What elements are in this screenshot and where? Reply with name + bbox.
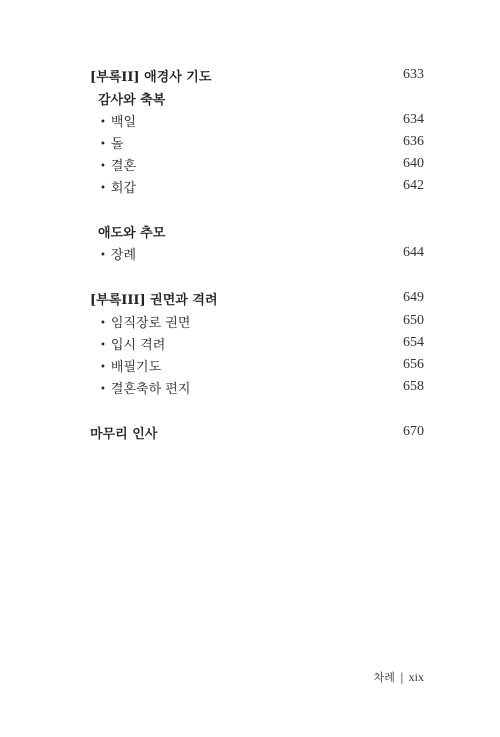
bullet-icon: • xyxy=(100,383,106,395)
toc-entry-appendix-3 xyxy=(90,287,424,309)
toc-page-number: 650 xyxy=(403,313,424,328)
toc-item xyxy=(100,310,424,332)
toc-page-number: 658 xyxy=(403,379,424,394)
toc-page-number: 636 xyxy=(403,134,424,149)
toc-page-number: 644 xyxy=(403,245,424,260)
toc-subheading-title: 애도와 추모 xyxy=(98,225,166,241)
toc-item xyxy=(100,131,424,153)
toc-item-title: 결혼축하 편지 xyxy=(110,381,191,397)
toc-item xyxy=(100,175,424,197)
toc-page-number: 649 xyxy=(403,290,424,305)
bullet-icon: • xyxy=(100,317,106,329)
toc-subheading-mourning xyxy=(98,220,424,242)
toc-entry-appendix-2 xyxy=(90,64,424,86)
toc-page-number: 654 xyxy=(403,335,424,350)
toc-page-number: 633 xyxy=(403,67,424,82)
toc-item xyxy=(100,354,424,376)
toc-item-title: 입시 격려 xyxy=(110,337,166,353)
toc-subheading-thanks xyxy=(98,87,424,109)
toc-item xyxy=(100,376,424,398)
toc-page-number: 634 xyxy=(403,112,424,127)
toc-item-title: 회갑 xyxy=(110,180,137,196)
toc-entry-title: 마무리 인사 xyxy=(90,426,158,442)
bullet-icon: • xyxy=(100,339,106,351)
toc-item xyxy=(100,242,424,264)
toc-item-title: 임직장로 권면 xyxy=(110,315,191,331)
toc-item-title: 백일 xyxy=(110,114,137,130)
toc-item-title: 장례 xyxy=(110,247,137,263)
footer-separator: | xyxy=(399,670,404,684)
page-number: xix xyxy=(408,669,424,684)
bullet-icon: • xyxy=(100,182,106,194)
toc-item xyxy=(100,332,424,354)
running-head: 차례 xyxy=(373,671,395,684)
toc-item-title: 결혼 xyxy=(110,158,137,174)
toc-page-number: 656 xyxy=(403,357,424,372)
toc-item-title: 배필기도 xyxy=(110,359,162,375)
toc-subheading-title: 감사와 축복 xyxy=(98,92,166,108)
bullet-icon: • xyxy=(100,116,106,128)
bullet-icon: • xyxy=(100,138,106,150)
toc-entry-title: [부록II] 애경사 기도 xyxy=(90,69,212,85)
toc-page-number: 670 xyxy=(403,424,424,439)
bullet-icon: • xyxy=(100,249,106,261)
bullet-icon: • xyxy=(100,361,106,373)
toc-item xyxy=(100,109,424,131)
toc-entry-closing xyxy=(90,421,424,443)
toc-page-number: 642 xyxy=(403,178,424,193)
bullet-icon: • xyxy=(100,160,106,172)
toc-entry-title: [부록III] 권면과 격려 xyxy=(90,292,218,308)
toc-item-title: 돌 xyxy=(110,136,124,152)
toc-page-number: 640 xyxy=(403,156,424,171)
toc-item xyxy=(100,153,424,175)
page-footer xyxy=(330,669,424,685)
